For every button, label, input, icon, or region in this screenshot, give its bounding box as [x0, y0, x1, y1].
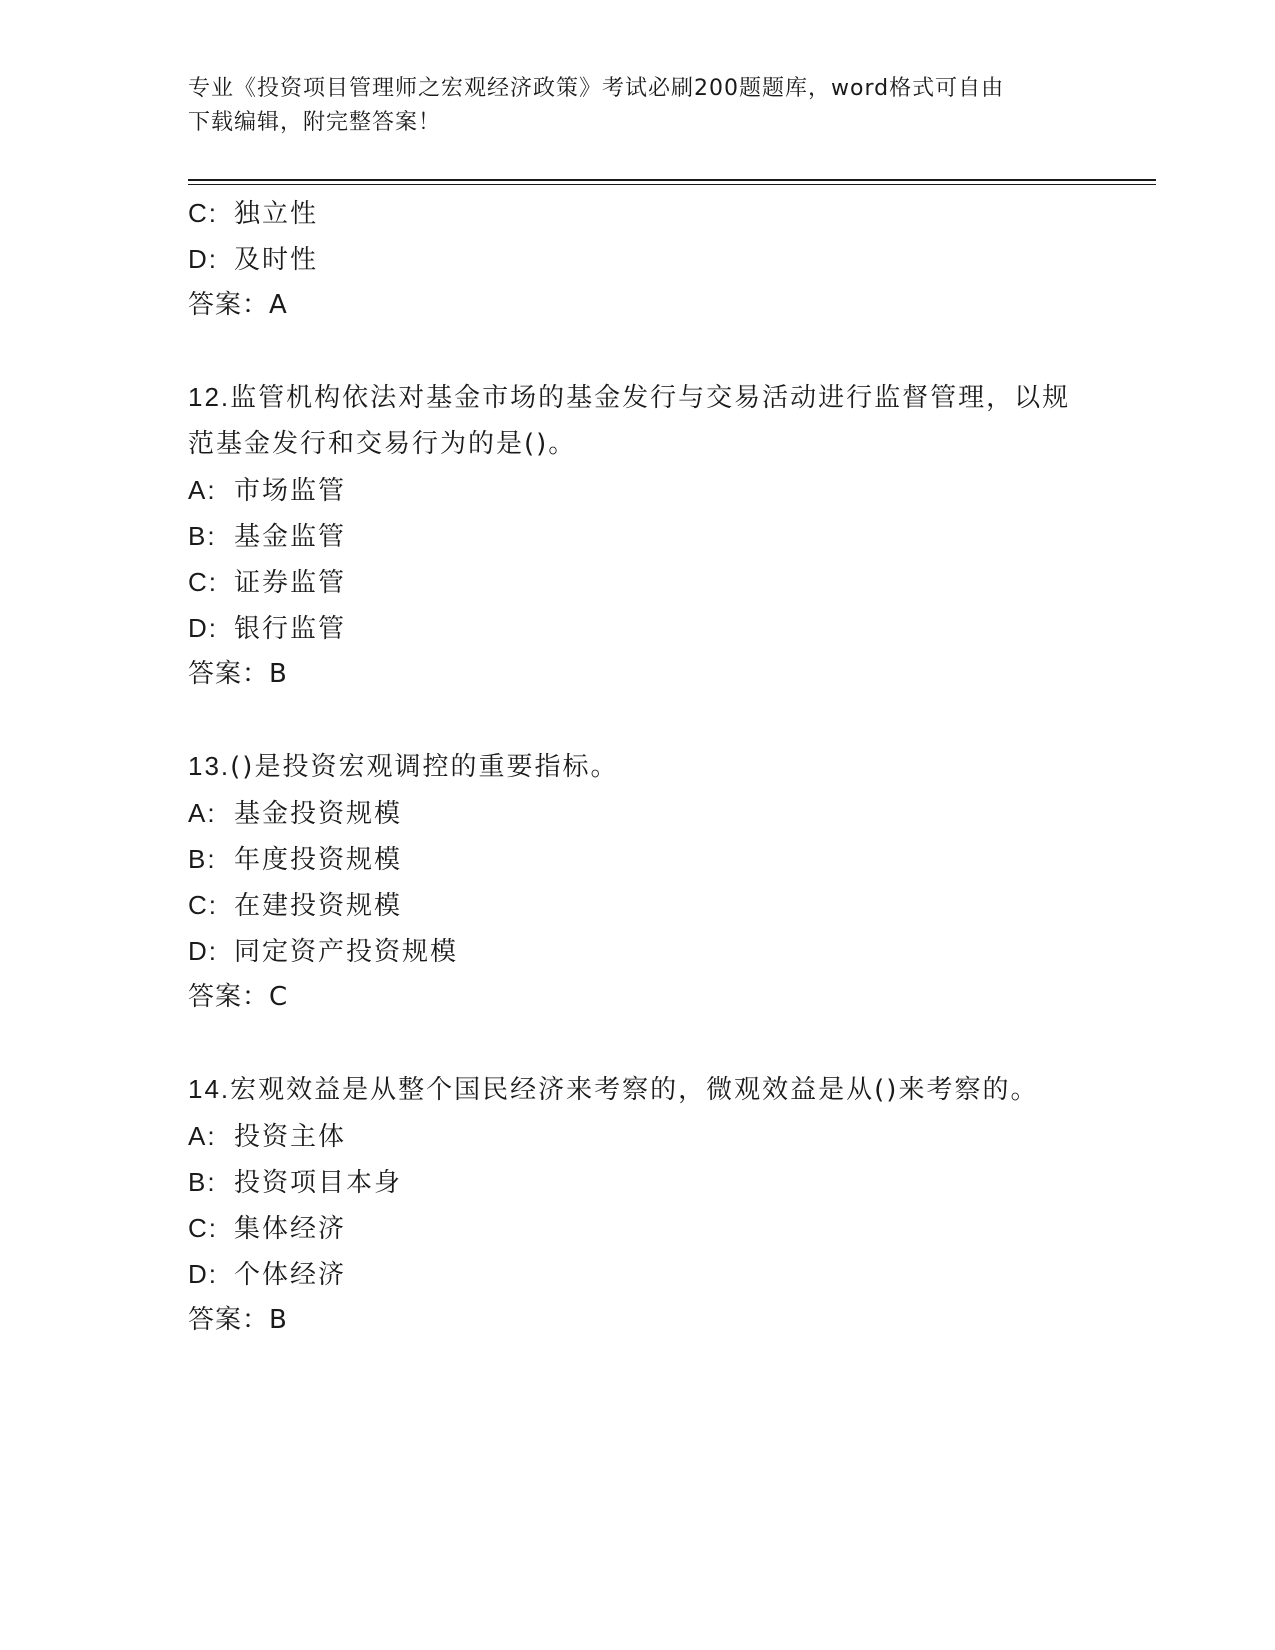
- question-13: [188, 743, 1088, 1020]
- answer-line: 答案：C: [188, 982, 289, 1012]
- option-text: 年度投资规模: [234, 845, 403, 875]
- option-key: D:: [188, 1259, 218, 1289]
- header-divider-thin: [188, 184, 1156, 185]
- option-d: [188, 605, 1088, 651]
- header-title-line-2: 下载编辑，附完整答案！: [188, 110, 442, 135]
- option-key: C:: [188, 1213, 218, 1243]
- option-text: 银行监管: [234, 614, 347, 644]
- question-11-tail: [188, 190, 1088, 328]
- option-c: [188, 1205, 1088, 1251]
- spacer: [188, 697, 1088, 743]
- option-d: [188, 236, 1088, 282]
- option-text: 个体经济: [234, 1260, 347, 1290]
- question-text: [188, 374, 1088, 467]
- question-body: 监管机构依法对基金市场的基金发行与交易活动进行监督管理，以规范基金发行和交易行为的是()。: [188, 383, 1071, 459]
- question-text: [188, 743, 1088, 790]
- option-d: [188, 928, 1088, 974]
- option-text: 投资项目本身: [234, 1168, 403, 1198]
- header-divider-thick: [188, 179, 1156, 181]
- option-key: C:: [188, 198, 218, 228]
- option-a: [188, 1113, 1088, 1159]
- option-key: A:: [188, 1121, 217, 1151]
- option-c: [188, 882, 1088, 928]
- option-text: 基金投资规模: [234, 799, 403, 829]
- answer-line: 答案：A: [188, 290, 288, 320]
- question-list: [188, 190, 1088, 1343]
- option-text: 同定资产投资规模: [234, 937, 459, 967]
- option-key: D:: [188, 244, 218, 274]
- option-key: B:: [188, 1167, 217, 1197]
- option-c: [188, 559, 1088, 605]
- option-c: [188, 190, 1088, 236]
- question-14: [188, 1066, 1088, 1343]
- option-text: 基金监管: [234, 522, 347, 552]
- option-b: [188, 1159, 1088, 1205]
- option-text: 投资主体: [234, 1122, 347, 1152]
- option-key: C:: [188, 567, 218, 597]
- option-d: [188, 1251, 1088, 1297]
- answer-line: 答案：B: [188, 1305, 288, 1335]
- answer-line: 答案：B: [188, 659, 288, 689]
- header-title-line-1: 专业《投资项目管理师之宏观经济政策》考试必刷200题题库，word格式可自由: [188, 76, 1005, 101]
- option-b: [188, 513, 1088, 559]
- spacer: [188, 328, 1088, 374]
- document-header: [188, 72, 1078, 140]
- question-number: 12.: [188, 382, 231, 412]
- option-text: 证券监管: [234, 568, 347, 598]
- option-text: 及时性: [234, 245, 319, 275]
- question-body: ()是投资宏观调控的重要指标。: [230, 752, 619, 782]
- option-key: A:: [188, 798, 217, 828]
- option-a: [188, 790, 1088, 836]
- question-12: [188, 374, 1088, 697]
- question-body: 宏观效益是从整个国民经济来考察的，微观效益是从()来考察的。: [230, 1075, 1039, 1105]
- option-text: 独立性: [234, 199, 319, 229]
- option-b: [188, 836, 1088, 882]
- question-number: 13.: [188, 751, 231, 781]
- option-key: A:: [188, 475, 217, 505]
- question-text: [188, 1066, 1088, 1113]
- option-key: D:: [188, 936, 218, 966]
- option-text: 在建投资规模: [234, 891, 403, 921]
- option-text: 市场监管: [234, 476, 347, 506]
- option-key: D:: [188, 613, 218, 643]
- spacer: [188, 1020, 1088, 1066]
- option-a: [188, 467, 1088, 513]
- option-text: 集体经济: [234, 1214, 347, 1244]
- option-key: B:: [188, 844, 217, 874]
- option-key: B:: [188, 521, 217, 551]
- option-key: C:: [188, 890, 218, 920]
- question-number: 14.: [188, 1074, 231, 1104]
